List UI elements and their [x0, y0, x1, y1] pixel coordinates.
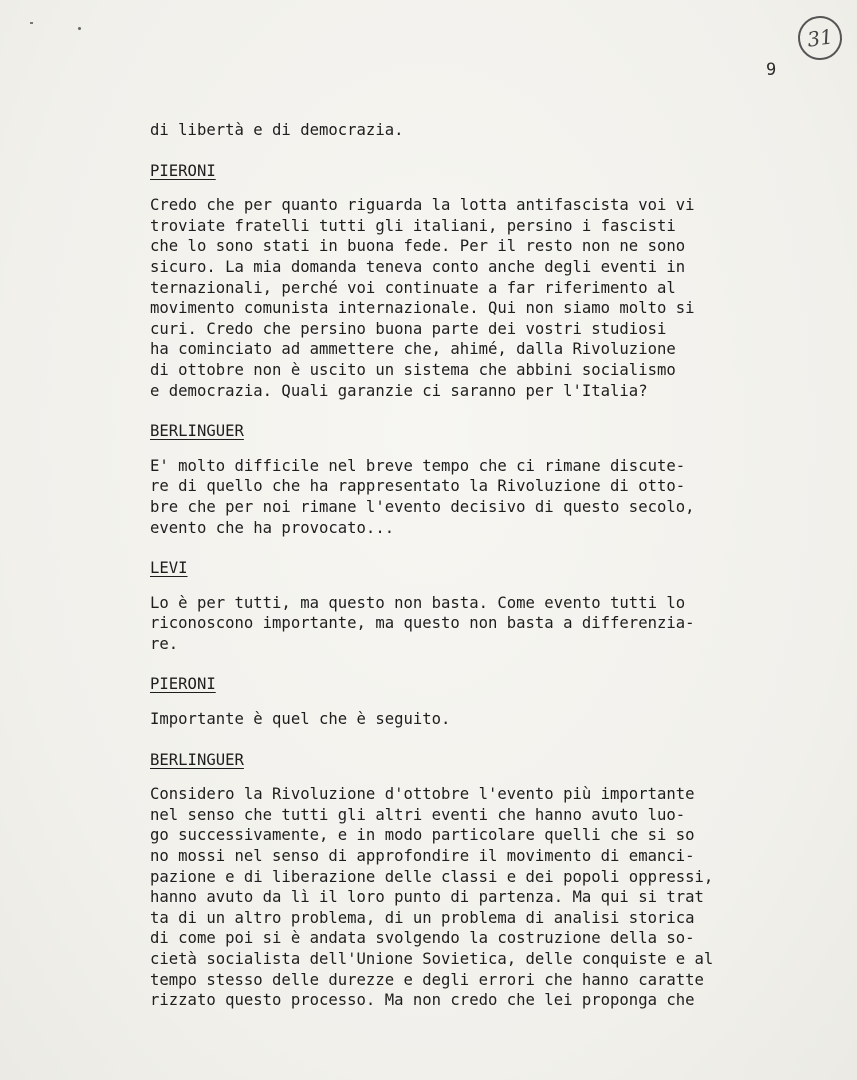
paragraph: [150, 120, 790, 141]
paper-speck: [78, 27, 81, 30]
text-line: cietà socialista dell'Unione Sovietica, delle conquiste e al: [150, 950, 714, 968]
archive-stamp: 31: [795, 13, 845, 63]
text-line: movimento comunista internazionale. Qui non siamo molto si: [150, 299, 695, 318]
text-line: re.: [150, 634, 179, 653]
text-line: re di quello che ha rappresentato la Rivoluzione di otto-: [150, 477, 686, 496]
text-line: Credo che per quanto riguarda la lotta antifascista voi vi: [150, 196, 695, 215]
text-line: evento che ha provocato...: [150, 518, 395, 537]
text-line: tempo stesso delle durezze e degli errori che hanno caratte: [150, 970, 704, 989]
speaker-heading: [150, 674, 790, 695]
text-line: hanno avuto da lì il loro punto di partenza. Ma qui si trat: [150, 888, 704, 907]
text-line: rizzato questo processo. Ma non credo che lei proponga che: [150, 991, 695, 1010]
speaker-heading: [150, 421, 790, 442]
text-line: troviate fratelli tutti gli italiani, persino i fascisti: [150, 216, 676, 235]
text-line: riconoscono importante, ma questo non basta a differenzia-: [150, 614, 695, 633]
speaker-heading: [150, 161, 790, 182]
speaker-name: BERLINGUER: [150, 750, 244, 769]
paragraph: [150, 456, 790, 538]
speaker-name: PIERONI: [150, 675, 216, 694]
text-line: ha cominciato ad ammettere che, ahimé, dalla Rivoluzione: [150, 340, 676, 359]
text-line: di ottobre non è uscito un sistema che abbini socialismo: [150, 360, 676, 379]
text-line: Importante è quel che è seguito.: [150, 710, 451, 729]
speaker-heading: [150, 750, 790, 771]
speaker-heading: [150, 558, 790, 579]
text-line: di libertà e di democrazia.: [150, 121, 404, 139]
text-line: nel senso che tutti gli altri eventi che hanno avuto luo-: [150, 805, 686, 824]
speaker-name: LEVI: [150, 559, 188, 578]
text-line: E' molto difficile nel breve tempo che ci rimane discute-: [150, 456, 686, 475]
text-line: Considero la Rivoluzione d'ottobre l'evento più importante: [150, 785, 695, 804]
text-line: curi. Credo che persino buona parte dei vostri studiosi: [150, 319, 667, 338]
page-number: 9: [766, 60, 777, 80]
text-line: e democrazia. Quali garanzie ci saranno per l'Italia?: [150, 381, 648, 400]
text-line: che lo sono stati in buona fede. Per il resto non ne sono: [150, 237, 686, 256]
paragraph: [150, 784, 790, 1011]
text-line: ta di un altro problema, di un problema di analisi storica: [150, 908, 695, 927]
paragraph: [150, 593, 790, 655]
text-line: ternazionali, perché voi continuate a far riferimento al: [150, 278, 676, 297]
paragraph: [150, 709, 790, 730]
paragraph: [150, 195, 790, 401]
text-line: Lo è per tutti, ma questo non basta. Come evento tutti lo: [150, 593, 686, 612]
text-line: sicuro. La mia domanda teneva conto anche degli eventi in: [150, 257, 686, 276]
speaker-name: BERLINGUER: [150, 422, 244, 441]
text-line: no mossi nel senso di approfondire il movimento di emanci-: [150, 847, 695, 866]
text-line: go successivamente, e in modo particolare quelli che si so: [150, 826, 695, 845]
text-line: pazione e di liberazione delle classi e dei popoli oppressi,: [150, 867, 714, 886]
text-line: bre che per noi rimane l'evento decisivo di questo secolo,: [150, 497, 695, 516]
transcript-body: [150, 120, 790, 1011]
paper-speck: [30, 22, 33, 24]
speaker-name: PIERONI: [150, 161, 216, 180]
text-line: di come poi si è andata svolgendo la costruzione della so-: [150, 929, 695, 948]
